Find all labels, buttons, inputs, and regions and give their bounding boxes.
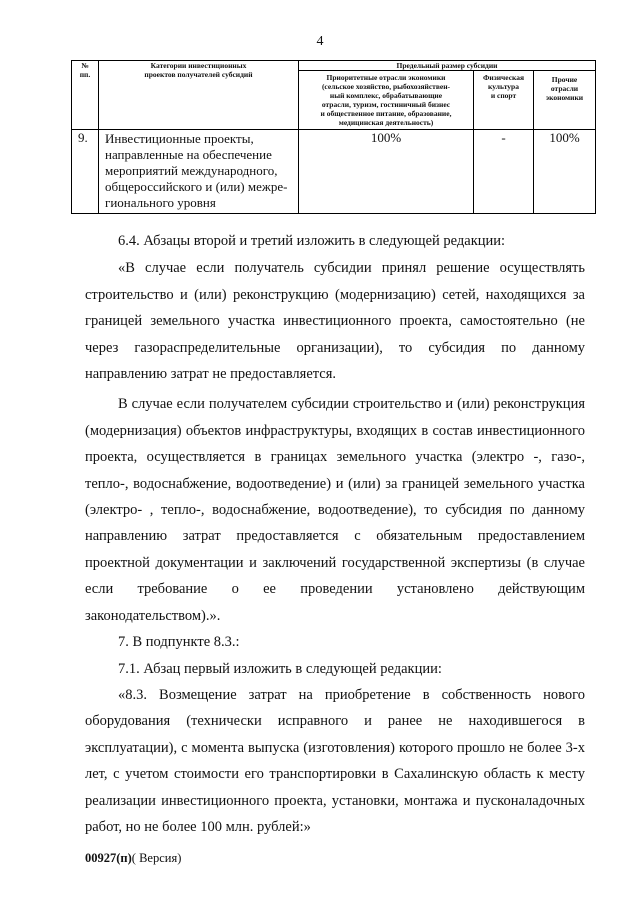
subsidy-table	[71, 60, 596, 214]
header-num: № пп.	[72, 61, 99, 130]
document-body	[85, 228, 585, 840]
header-sport: Физическая культура и спорт	[474, 71, 534, 130]
paragraph: 7.1. Абзац первый изложить в следующей редакции:	[118, 660, 442, 677]
row-priority: 100%	[299, 130, 474, 214]
header-other: Прочие отрасли экономики	[534, 71, 596, 130]
table-header-row	[72, 61, 596, 71]
paragraph: «8.3. Возмещение затрат на приобретение в собственность нового оборудования (технически исправного и ранее не находившегося в эксплуатации), с момента выпуска (изготовления) которого прошло не более 3-х лет, с учетом стоимости его транспортировки в Сахалинскую область к месту реализации инвестиционного проекта, установки, монтажа и пусконаладочных работ, но не более 100 млн. рублей:»	[85, 686, 585, 835]
row-sport: -	[474, 130, 534, 214]
header-category: Категории инвестиционных проектов получателей субсидий	[99, 61, 299, 130]
document-version: ( Версия)	[131, 851, 182, 865]
paragraph: 7. В подпункте 8.3.:	[118, 634, 240, 651]
row-other: 100%	[534, 130, 596, 214]
document-code: 00927(п)	[85, 851, 132, 865]
footer	[85, 851, 181, 866]
row-num: 9.	[72, 130, 99, 214]
row-category: Инвестиционные проекты, направленные на обеспечение мероприятий международного, общероссийского и (или) межре- гионального уровня	[99, 130, 299, 214]
paragraph: В случае если получателем субсидии строительство и (или) реконструкция (модернизация) объектов инфраструктуры, входящих в состав инвестиционного проекта, осуществляется в границах земельного участка (электро -, газо-, тепло-, водоснабжение, водоотведение) и (или) за границей земельного участка (электро- , тепло-, водоснабжение, водоотведение), то субсидия по данному направлению затрат предоставляется с обязательным предоставлением проектной документации и заключений государственной экспертизы (в случае если требование о ее проведении установлено действующим законодательством).».	[85, 396, 585, 624]
header-priority: Приоритетные отрасли экономики (сельское хозяйство, рыбохозяйствен- ный комплекс, обрабатывающие отрасли, туризм, гостиничный бизнес и общественное питание, образование, медицинская деятельность)	[299, 71, 474, 130]
table-row	[72, 130, 596, 214]
header-max-size: Предельный размер субсидии	[299, 61, 596, 71]
page-number: 4	[316, 34, 324, 49]
paragraph: «В случае если получатель субсидии принял решение осуществлять строительство и (или) реконструкцию (модернизацию) сетей, находящихся за границей земельного участка инвестиционного проекта, самостоятельно (не через газораспределительные организации), то субсидия по данному направлению затрат не предоставляется.	[85, 260, 585, 383]
paragraph: 6.4. Абзацы второй и третий изложить в следующей редакции:	[118, 233, 506, 249]
